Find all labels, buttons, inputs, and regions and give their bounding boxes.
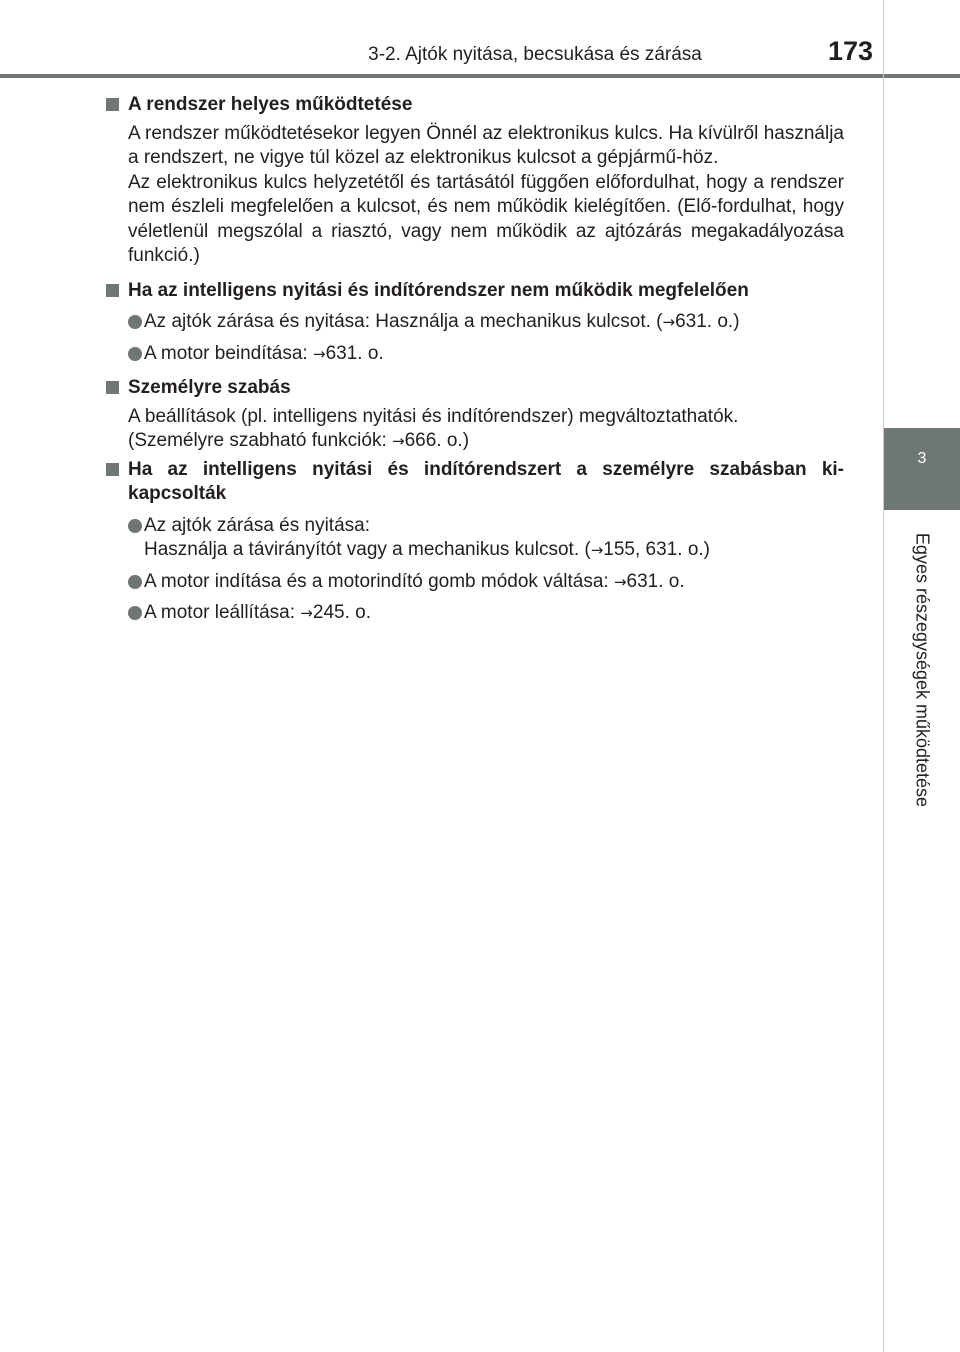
square-bullet-icon [106,381,119,394]
list-item-text: A motor leállítása: [144,602,301,623]
paragraph: A rendszer működtetésekor legyen Önnél az elektronikus kulcs. Ha kívülről használja a rendszert, ne vigye túl közel az elektronikus kulcsot a gépjármű-höz. [128,122,844,168]
list-item [106,342,844,367]
chapter-number: 3 [917,450,927,467]
list-item-text: A motor beindítása: [144,342,313,364]
round-bullet-icon [128,315,142,329]
chapter-tab [884,428,960,510]
list-item-text: Használja a távirányítót vagy a mechanikus kulcsot. ( [144,539,591,560]
section-heading [106,279,844,304]
section-heading-text: A rendszer helyes működtetése [128,94,413,115]
section-heading-text: Ha az intelligens nyitási és indítórendszert a személyre szabásban ki-kapcsolták [128,458,844,504]
page-reference: 631. o.) [675,311,740,332]
arrow-icon: → [313,344,326,363]
list-item-text: A motor indítása és a motorindító gomb módok váltása: [144,570,614,592]
square-bullet-icon [106,463,119,476]
page-content [106,93,844,626]
section-heading [106,458,844,507]
round-bullet-icon [128,347,142,361]
page-reference: 245. o. [312,602,371,623]
list-item-text: Az ajtók zárása és nyitása: [144,514,370,536]
arrow-icon: → [392,432,405,450]
arrow-icon: → [662,313,676,331]
side-margin-rule [883,0,884,1352]
paragraph-line: A beállítások (pl. intelligens nyitási és indítórendszer) megváltoztathatók. [128,405,739,427]
round-bullet-icon [128,606,142,620]
square-bullet-icon [106,98,119,111]
chapter-title: Egyes részegységek működtetése [912,532,933,808]
header-rule [0,74,960,78]
page-reference: 666. o.) [404,430,470,451]
list-item [106,514,844,563]
square-bullet-icon [106,284,119,297]
round-bullet-icon [128,519,142,533]
list-item [106,601,844,626]
round-bullet-icon [128,575,142,589]
header-section-title: 3-2. Ajtók nyitása, becsukása és zárása [368,44,702,65]
page-reference: 155, 631. o.) [603,539,710,560]
arrow-icon: → [590,541,604,559]
paragraph: Az elektronikus kulcs helyzetétől és tartásától függően előfordulhat, hogy a rendszer nem észleli megfelelően a kulcsot, és nem működik kielégítően. (Elő-fordulhat, hogy véletlenül megszólal a riasztó, vagy nem működik az ajtózárás megakadályozása funkció.) [128,171,844,266]
page-reference: 631. o. [325,342,384,364]
arrow-icon: → [300,604,313,622]
page-reference: 631. o. [626,570,685,592]
page-number: 173 [828,36,874,66]
list-item-text: Az ajtók zárása és nyitása: Használja a mechanikus kulcsot. ( [144,311,663,332]
paragraph-line: (Személyre szabható funkciók: [128,430,393,451]
section-heading-text: Személyre szabás [128,377,291,398]
section-heading [106,93,844,118]
list-item [106,570,844,595]
list-item [106,310,844,335]
section-heading-text: Ha az intelligens nyitási és indítórendszer nem működik megfelelően [128,279,749,301]
paragraph [106,405,844,454]
section-heading [106,376,844,401]
arrow-icon: → [613,572,627,591]
